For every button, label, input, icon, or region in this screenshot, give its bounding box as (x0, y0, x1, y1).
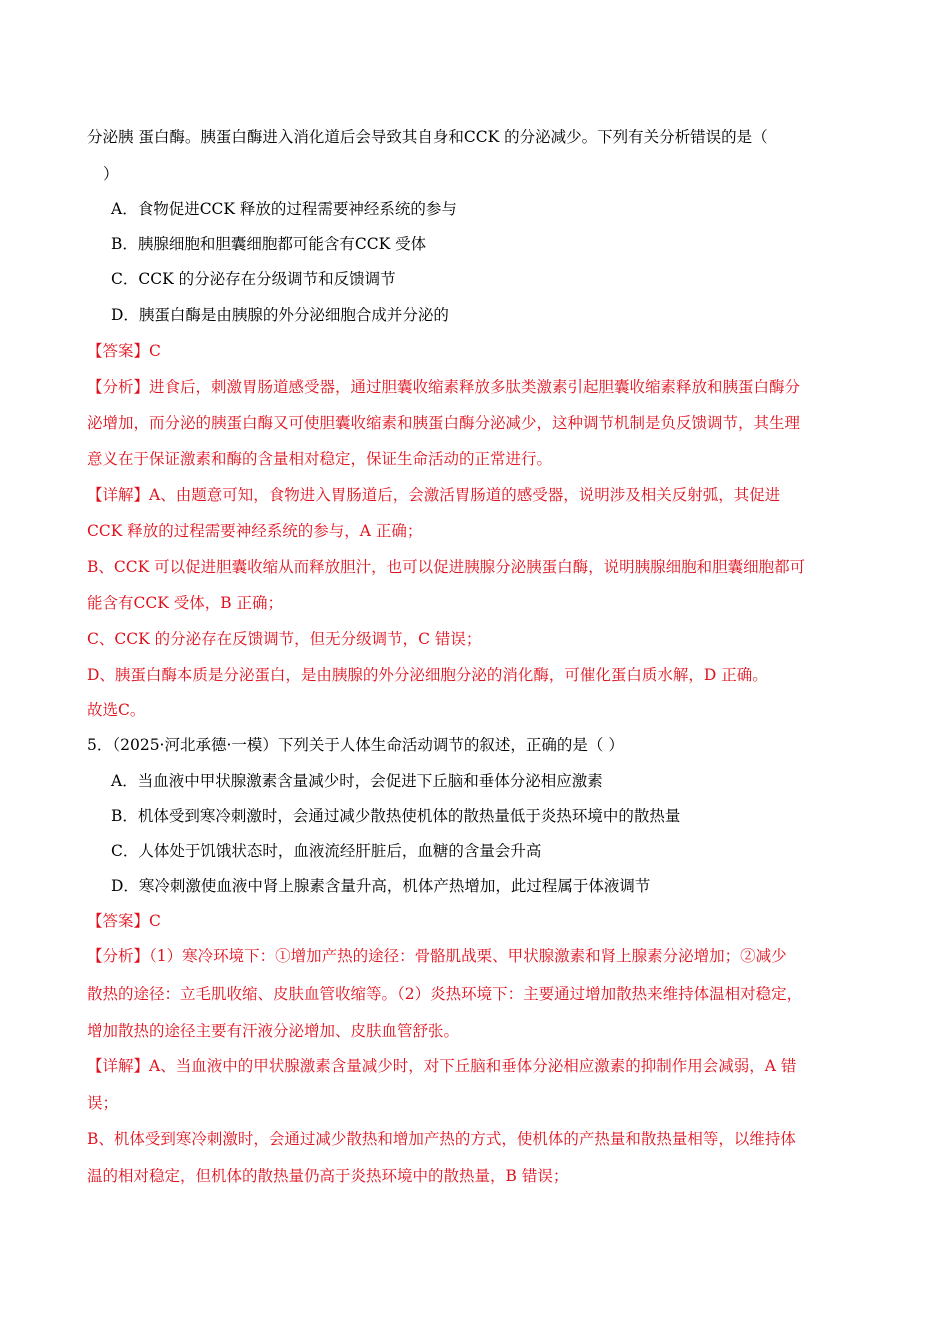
question-5-option-c: C．人体处于饥饿状态时，血液流经肝脏后，血糖的含量会升高 (111, 842, 542, 860)
question-4-analysis-line-2: 泌增加，而分泌的胰蛋白酶又可使胆囊收缩素和胰蛋白酶分泌减少，这种调节机制是负反馈调节，其生理 (87, 414, 801, 432)
question-5-stem: 5．（2025·河北承德·一模）下列关于人体生命活动调节的叙述，正确的是（ ） (87, 736, 624, 754)
question-4-detail-line-1: 【详解】A、由题意可知，食物进入胃肠道后，会激活胃肠道的感受器，说明涉及相关反射弧，其促进 (87, 486, 781, 504)
question-5-option-d: D．寒冷刺激使血液中肾上腺素含量升高，机体产热增加，此过程属于体液调节 (111, 877, 651, 895)
question-4-stem-close: ） (103, 165, 119, 183)
question-4-detail-line-2: CCK 释放的过程需要神经系统的参与，A 正确； (87, 522, 423, 540)
question-4-analysis-line-1: 【分析】进食后，刺激胃肠道感受器，通过胆囊收缩素释放多肽类激素引起胆囊收缩素释放和胰蛋白酶分 (87, 378, 801, 396)
question-5-detail-line-1: 【详解】A、当血液中的甲状腺激素含量减少时，对下丘脑和垂体分泌相应激素的抑制作用会减弱，A 错 (87, 1057, 797, 1075)
question-5-detail-line-2: 误； (87, 1094, 119, 1112)
question-5-analysis-line-1: 【分析】（1）寒冷环境下：①增加产热的途径：骨骼肌战栗、甲状腺激素和肾上腺素分泌增加；②减少 (87, 947, 787, 965)
question-5-option-b: B．机体受到寒冷刺激时，会通过减少散热使机体的散热量低于炎热环境中的散热量 (111, 807, 681, 825)
question-4-detail-line-3: B、CCK 可以促进胆囊收缩从而释放胆汁，也可以促进胰腺分泌胰蛋白酶，说明胰腺细胞和胆囊细胞都可 (87, 558, 806, 576)
question-5-detail-line-3: B、机体受到寒冷刺激时，会通过减少散热和增加产热的方式，使机体的产热量和散热量相等，以维持体 (87, 1130, 796, 1148)
question-4-option-a: A．食物促进CCK 释放的过程需要神经系统的参与 (111, 200, 457, 218)
question-5-answer: 【答案】C (87, 912, 161, 930)
question-4-detail-line-5: C、CCK 的分泌存在反馈调节，但无分级调节，C 错误； (87, 630, 482, 648)
question-5-detail-line-4: 温的相对稳定，但机体的散热量仍高于炎热环境中的散热量，B 错误； (87, 1167, 569, 1185)
question-5-analysis-line-3: 增加散热的途径主要有汗液分泌增加、皮肤血管舒张。 (87, 1022, 460, 1040)
question-4-answer: 【答案】C (87, 342, 161, 360)
question-5-option-a: A．当血液中甲状腺激素含量减少时，会促进下丘脑和垂体分泌相应激素 (111, 772, 603, 790)
question-4-detail-line-4: 能含有CCK 受体，B 正确； (87, 594, 284, 612)
question-5-analysis-line-2: 散热的途径：立毛肌收缩、皮肤血管收缩等。（2）炎热环境下：主要通过增加散热来维持体温相对稳定， (87, 985, 803, 1003)
question-4-analysis-line-3: 意义在于保证激素和酶的含量相对稳定，保证生命活动的正常进行。 (87, 450, 553, 468)
question-4-detail-line-6: D、胰蛋白酶本质是分泌蛋白，是由胰腺的外分泌细胞分泌的消化酶，可催化蛋白质水解，D 正确。 (87, 666, 768, 684)
question-4-option-c: C．CCK 的分泌存在分级调节和反馈调节 (111, 270, 396, 288)
question-4-stem: 分泌胰 蛋白酶。胰蛋白酶进入消化道后会导致其自身和CCK 的分泌减少。下列有关分析错误的是（ (87, 128, 768, 146)
question-4-conclusion: 故选C。 (87, 701, 146, 719)
question-4-option-b: B．胰腺细胞和胆囊细胞都可能含有CCK 受体 (111, 235, 427, 253)
question-4-option-d: D．胰蛋白酶是由胰腺的外分泌细胞合成并分泌的 (111, 306, 449, 324)
